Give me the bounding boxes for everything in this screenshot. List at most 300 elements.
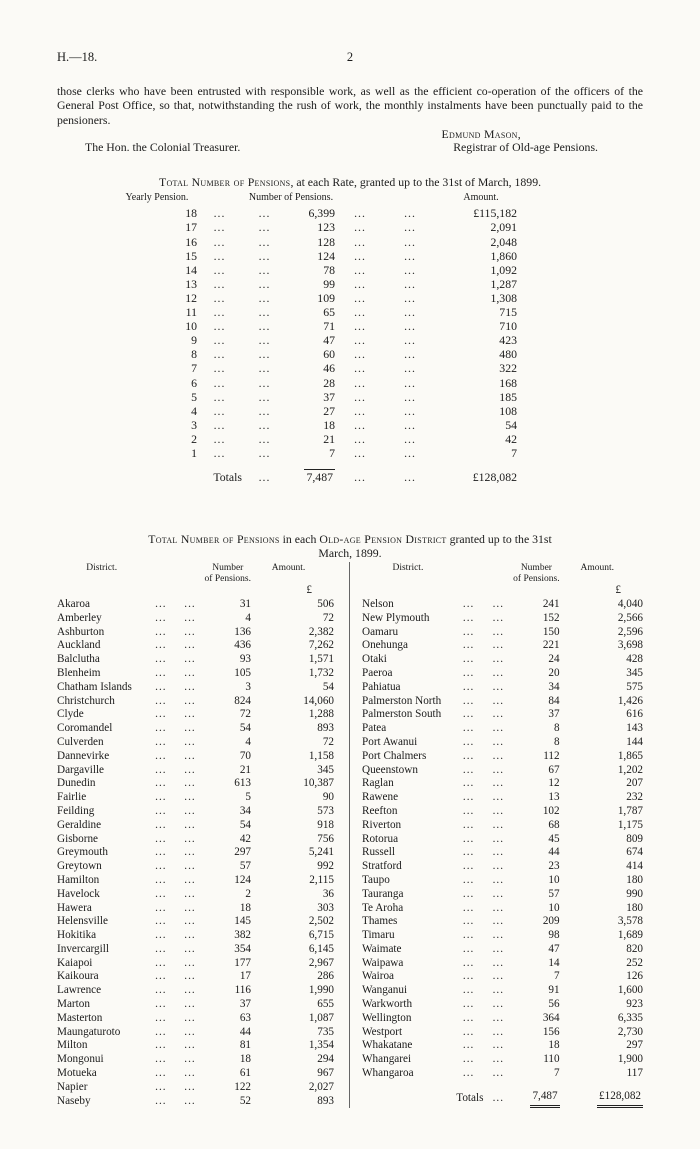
district-row [362, 846, 643, 860]
leader-dots: ... [462, 1067, 475, 1080]
leader-dots: ... [462, 694, 475, 707]
district-row [362, 777, 643, 791]
leader-dots: ... [155, 597, 167, 610]
leader-dots: ... [462, 970, 475, 983]
district-row [57, 722, 334, 736]
yearly-pension-rate: 16 [185, 234, 197, 249]
leader-dots: ... [492, 846, 504, 859]
district-table-right-half [350, 562, 643, 1108]
district-amount: 506 [317, 597, 334, 610]
leader-dots: ... [184, 666, 196, 679]
leader-dots: ... [155, 639, 167, 652]
leader-dots: ... [462, 984, 475, 997]
district-name: Amberley [57, 611, 102, 624]
district-amount: 1,158 [308, 749, 334, 762]
district-amount: 286 [317, 970, 334, 983]
leader-dots: ... [462, 653, 475, 666]
district-amount: 1,571 [308, 653, 334, 666]
district-row [362, 1012, 643, 1026]
pension-amount: 423 [499, 333, 517, 348]
leader-dots: ... [213, 276, 226, 291]
district-name: New Plymouth [362, 611, 430, 624]
leader-dots: ... [155, 832, 167, 845]
pound-row [57, 584, 334, 598]
leader-dots: ... [462, 749, 475, 762]
district-name: Dunedin [57, 777, 96, 790]
leader-dots: ... [354, 347, 366, 362]
district-pension-count: 116 [234, 984, 251, 997]
leader-dots: ... [404, 417, 416, 432]
leader-dots: ... [462, 666, 475, 679]
district-amount: 90 [322, 791, 334, 804]
rate-table-row [117, 235, 517, 249]
district-name: Reefton [362, 804, 398, 817]
leader-dots: ... [213, 234, 226, 249]
pension-amount: 1,860 [490, 248, 517, 263]
leader-dots: ... [184, 791, 196, 804]
district-name: Gisborne [57, 832, 99, 845]
leader-dots: ... [354, 206, 366, 221]
yearly-pension-rate: 4 [191, 403, 197, 418]
district-amount: 1,600 [617, 984, 643, 997]
district-name: Port Awanui [362, 735, 418, 748]
pension-count: 109 [317, 290, 335, 305]
district-name: Naseby [57, 1094, 91, 1107]
leader-dots: ... [155, 1094, 167, 1107]
district-row [362, 984, 643, 998]
leader-dots: ... [492, 708, 504, 721]
leader-dots: ... [492, 1053, 504, 1066]
district-pension-count: 354 [234, 942, 251, 955]
district-name: Warkworth [362, 998, 413, 1011]
district-row [57, 736, 334, 750]
leader-dots: ... [184, 639, 196, 652]
leader-dots: ... [213, 262, 226, 277]
leader-dots: ... [155, 694, 167, 707]
pension-amount: 1,287 [490, 276, 517, 291]
leader-dots: ... [155, 984, 167, 997]
leader-dots: ... [404, 248, 416, 263]
yearly-pension-rate: 10 [185, 319, 197, 334]
pension-amount: 2,048 [490, 234, 517, 249]
leader-dots: ... [155, 956, 167, 969]
pension-amount: 1,308 [490, 290, 517, 305]
leader-dots: ... [354, 319, 366, 334]
leader-dots: ... [354, 389, 366, 404]
district-pension-count: 70 [239, 749, 251, 762]
district-row [362, 612, 643, 626]
leader-dots: ... [155, 901, 167, 914]
leader-dots: ... [492, 653, 504, 666]
leader-dots: ... [492, 929, 504, 942]
district-name: Raglan [362, 777, 394, 790]
leader-dots: ... [258, 290, 271, 305]
district-pension-count: 56 [548, 998, 560, 1011]
leader-dots: ... [155, 942, 167, 955]
leader-dots: ... [462, 625, 475, 638]
district-row [57, 805, 334, 819]
leader-dots: ... [462, 887, 475, 900]
district-pension-count: 436 [234, 639, 251, 652]
district-pension-count: 4 [245, 735, 251, 748]
district-name: Paeroa [362, 666, 393, 679]
leader-dots: ... [258, 248, 271, 263]
district-row [362, 998, 643, 1012]
district-name: Hawera [57, 901, 92, 914]
yearly-pension-rate: 18 [185, 206, 197, 221]
leader-dots: ... [213, 319, 226, 334]
title-segment: Total Number [148, 532, 220, 547]
rate-table-section [57, 175, 643, 484]
pension-amount: 322 [499, 361, 517, 376]
district-name: Hamilton [57, 873, 100, 886]
district-name: Coromandel [57, 722, 113, 735]
district-table [57, 562, 643, 1108]
district-row [57, 1012, 334, 1026]
district-amount: 180 [626, 873, 643, 886]
district-row [362, 1053, 643, 1067]
district-row [57, 791, 334, 805]
leader-dots: ... [354, 403, 366, 418]
district-amount: 2,382 [308, 625, 334, 638]
leader-dots: ... [492, 818, 504, 831]
district-row [362, 764, 643, 778]
district-name: Waipawa [362, 956, 404, 969]
header-amount: Amount. [580, 563, 615, 574]
district-row [57, 846, 334, 860]
district-amount: 967 [317, 1067, 334, 1080]
district-amount: 3,578 [617, 915, 643, 928]
district-right-body [362, 598, 643, 1081]
district-amount: 72 [322, 735, 334, 748]
district-row [362, 695, 643, 709]
district-pension-count: 4 [245, 611, 251, 624]
rate-table-row [117, 263, 517, 277]
district-amount: 117 [626, 1067, 643, 1080]
district-pension-count: 297 [234, 846, 251, 859]
district-row [57, 750, 334, 764]
title-segment: of [219, 532, 237, 547]
leader-dots: ... [258, 417, 271, 432]
district-amount: 1,426 [617, 694, 643, 707]
district-name: Riverton [362, 818, 402, 831]
district-row [57, 667, 334, 681]
district-amount: 2,566 [617, 611, 643, 624]
leader-dots: ... [404, 206, 416, 221]
district-pension-count: 122 [234, 1080, 251, 1093]
leader-dots: ... [258, 347, 271, 362]
district-row [57, 860, 334, 874]
leader-dots: ... [258, 403, 271, 418]
leader-dots: ... [155, 929, 167, 942]
district-amount: 2,027 [308, 1080, 334, 1093]
district-amount: 3,698 [617, 639, 643, 652]
district-pension-count: 177 [234, 956, 251, 969]
district-pension-count: 20 [548, 666, 560, 679]
header-number-of-pensions: Number of Pensions. [204, 563, 251, 584]
district-totals-amount-cell [560, 1081, 643, 1108]
district-name: Feilding [57, 804, 95, 817]
district-row [362, 791, 643, 805]
district-name: Whangarei [362, 1053, 412, 1066]
leader-dots: ... [462, 639, 475, 652]
leader-dots: ... [492, 942, 504, 955]
district-pension-count: 18 [548, 1039, 560, 1052]
leader-dots: ... [155, 791, 167, 804]
leader-dots: ... [213, 361, 226, 376]
leader-dots: ... [462, 722, 475, 735]
leader-dots: ... [258, 431, 271, 446]
rate-table-row [117, 418, 517, 432]
leader-dots: ... [492, 1039, 504, 1052]
district-row [362, 736, 643, 750]
leader-dots: ... [462, 1025, 475, 1038]
district-row [57, 957, 334, 971]
header-spacer [146, 562, 204, 584]
leader-dots: ... [462, 804, 475, 817]
leader-dots: ... [184, 777, 196, 790]
pension-amount: 710 [499, 319, 517, 334]
leader-dots: ... [184, 984, 196, 997]
pension-amount: 42 [505, 431, 517, 446]
district-row [362, 598, 643, 612]
district-name: Invercargill [57, 942, 109, 955]
district-row [362, 626, 643, 640]
district-name: Maungaturoto [57, 1025, 121, 1038]
header-yearly-pension: Yearly Pension. [125, 192, 189, 204]
district-pension-count: 34 [548, 680, 560, 693]
rate-table-row [117, 206, 517, 220]
district-name: Nelson [362, 597, 394, 610]
district-name: Helensville [57, 915, 108, 928]
yearly-pension-rate: 8 [191, 347, 197, 362]
leader-dots: ... [184, 694, 196, 707]
district-header-row [57, 562, 334, 584]
district-table-left-half [57, 562, 350, 1108]
leader-dots: ... [155, 680, 167, 693]
district-name: Akaroa [57, 597, 90, 610]
district-name: Hokitika [57, 929, 97, 942]
district-pension-count: 17 [239, 970, 251, 983]
district-amount: 893 [317, 722, 334, 735]
leader-dots: ... [492, 694, 504, 707]
leader-dots: ... [492, 680, 504, 693]
leader-dots: ... [492, 735, 504, 748]
rate-table-row [117, 390, 517, 404]
district-name: Queenstown [362, 763, 418, 776]
district-row [57, 1026, 334, 1040]
rate-table-body [117, 206, 517, 460]
district-pension-count: 34 [239, 804, 251, 817]
district-row [362, 1026, 643, 1040]
leader-dots: ... [404, 389, 416, 404]
district-amount: 2,115 [309, 873, 334, 886]
district-pension-count: 37 [548, 708, 560, 721]
leader-dots: ... [492, 722, 504, 735]
district-amount: 297 [626, 1039, 643, 1052]
district-pension-count: 93 [239, 653, 251, 666]
district-amount: 573 [317, 804, 334, 817]
district-name: Rawene [362, 791, 399, 804]
pension-count: 18 [323, 417, 335, 432]
district-amount: 232 [626, 791, 643, 804]
district-pension-count: 84 [548, 694, 560, 707]
district-pension-count: 24 [548, 653, 560, 666]
pension-count: 124 [317, 248, 335, 263]
district-row [362, 639, 643, 653]
leader-dots: ... [354, 248, 366, 263]
district-row [362, 957, 643, 971]
district-amount: 616 [626, 708, 643, 721]
leader-dots: ... [184, 832, 196, 845]
district-amount: 6,715 [308, 929, 334, 942]
leader-dots: ... [492, 597, 504, 610]
district-table-title [57, 532, 643, 546]
leader-dots: ... [213, 375, 226, 390]
district-name: Onehunga [362, 639, 408, 652]
rate-table-row [117, 291, 517, 305]
yearly-pension-rate: 9 [191, 333, 197, 348]
leader-dots: ... [213, 220, 226, 235]
district-name: Palmerston South [362, 708, 442, 721]
district-row [57, 902, 334, 916]
district-name: Napier [57, 1080, 88, 1093]
leader-dots: ... [462, 791, 475, 804]
leader-dots: ... [492, 915, 504, 928]
district-pension-count: 150 [542, 625, 560, 638]
leader-dots: ... [184, 818, 196, 831]
district-name: Tauranga [362, 887, 404, 900]
leader-dots: ... [492, 666, 504, 679]
district-left-body [57, 598, 334, 1108]
district-amount: 2,596 [617, 625, 643, 638]
district-name: Fairlie [57, 791, 87, 804]
district-pension-count: 12 [548, 777, 560, 790]
leader-dots: ... [404, 220, 416, 235]
district-amount: 1,787 [617, 804, 643, 817]
district-pension-count: 42 [239, 832, 251, 845]
district-name: Ashburton [57, 625, 105, 638]
district-pension-count: 18 [239, 1053, 251, 1066]
rate-table-row [117, 446, 517, 460]
district-row [362, 1067, 643, 1081]
district-amount: 5,241 [308, 846, 334, 859]
district-totals [362, 1081, 643, 1108]
yearly-pension-rate: 15 [185, 248, 197, 263]
district-name: Oamaru [362, 625, 399, 638]
district-pension-count: 110 [543, 1053, 560, 1066]
district-pension-count: 47 [548, 942, 560, 955]
district-amount: 207 [626, 777, 643, 790]
district-pension-count: 54 [239, 722, 251, 735]
totals-amount: £128,082 [472, 469, 517, 484]
district-amount: 1,175 [617, 818, 643, 831]
leader-dots: ... [492, 984, 504, 997]
pension-amount: 2,091 [490, 220, 517, 235]
leader-dots: ... [184, 749, 196, 762]
district-pension-count: 209 [542, 915, 560, 928]
district-pension-count: 382 [234, 929, 251, 942]
district-name: Clyde [57, 708, 84, 721]
rate-totals-row [117, 460, 517, 484]
district-amount: 1,202 [617, 763, 643, 776]
pension-count: 21 [323, 431, 335, 446]
pension-count: 7 [329, 445, 335, 460]
district-row [57, 695, 334, 709]
district-amount: 7,262 [308, 639, 334, 652]
district-pension-count: 221 [542, 639, 560, 652]
district-name: Christchurch [57, 694, 115, 707]
district-name: Otaki [362, 653, 387, 666]
district-name: Mongonui [57, 1053, 104, 1066]
leader-dots: ... [155, 804, 167, 817]
district-row [362, 653, 643, 667]
title-segment: , at each Rate, granted up to the 31st of March, 1899. [290, 175, 542, 190]
leader-dots: ... [404, 305, 416, 320]
leader-dots: ... [155, 873, 167, 886]
district-pension-count: 8 [554, 735, 560, 748]
pension-count: 47 [323, 333, 335, 348]
leader-dots: ... [492, 804, 504, 817]
district-row [57, 598, 334, 612]
leader-dots: ... [354, 234, 366, 249]
district-pension-count: 145 [234, 915, 251, 928]
district-row [57, 1039, 334, 1053]
district-amount: 36 [322, 887, 334, 900]
district-row [57, 777, 334, 791]
rate-table-row [117, 361, 517, 375]
yearly-pension-rate: 5 [191, 389, 197, 404]
leader-dots: ... [404, 234, 416, 249]
leader-dots: ... [462, 929, 475, 942]
yearly-pension-rate: 3 [191, 417, 197, 432]
leader-dots: ... [213, 206, 226, 221]
district-pension-count: 5 [245, 791, 251, 804]
leader-dots: ... [258, 220, 271, 235]
district-pension-count: 152 [542, 611, 560, 624]
district-name: Motueka [57, 1067, 97, 1080]
addressee: The Hon. the Colonial Treasurer. [85, 139, 241, 154]
district-row [362, 860, 643, 874]
leader-dots: ... [155, 611, 167, 624]
leader-dots: ... [404, 403, 416, 418]
district-pension-count: 112 [543, 749, 560, 762]
district-pension-count: 63 [239, 1011, 251, 1024]
district-amount: 345 [317, 763, 334, 776]
leader-dots: ... [155, 777, 167, 790]
leader-dots: ... [462, 956, 475, 969]
district-pension-count: 81 [239, 1039, 251, 1052]
rate-table-row [117, 319, 517, 333]
rate-table-row [117, 376, 517, 390]
pound-sign: £ [615, 584, 621, 597]
district-row [57, 612, 334, 626]
rate-table-row [117, 305, 517, 319]
district-amount: 923 [626, 998, 643, 1011]
leader-dots: ... [258, 276, 271, 291]
leader-dots: ... [258, 234, 271, 249]
leader-dots: ... [462, 1011, 475, 1024]
district-name: Russell [362, 846, 395, 859]
district-row [362, 915, 643, 929]
leader-dots: ... [155, 846, 167, 859]
leader-dots: ... [184, 1011, 196, 1024]
district-pension-count: 61 [239, 1067, 251, 1080]
leader-dots: ... [213, 445, 226, 460]
leader-dots: ... [213, 431, 226, 446]
district-pension-count: 31 [239, 597, 251, 610]
leader-dots: ... [492, 970, 504, 983]
